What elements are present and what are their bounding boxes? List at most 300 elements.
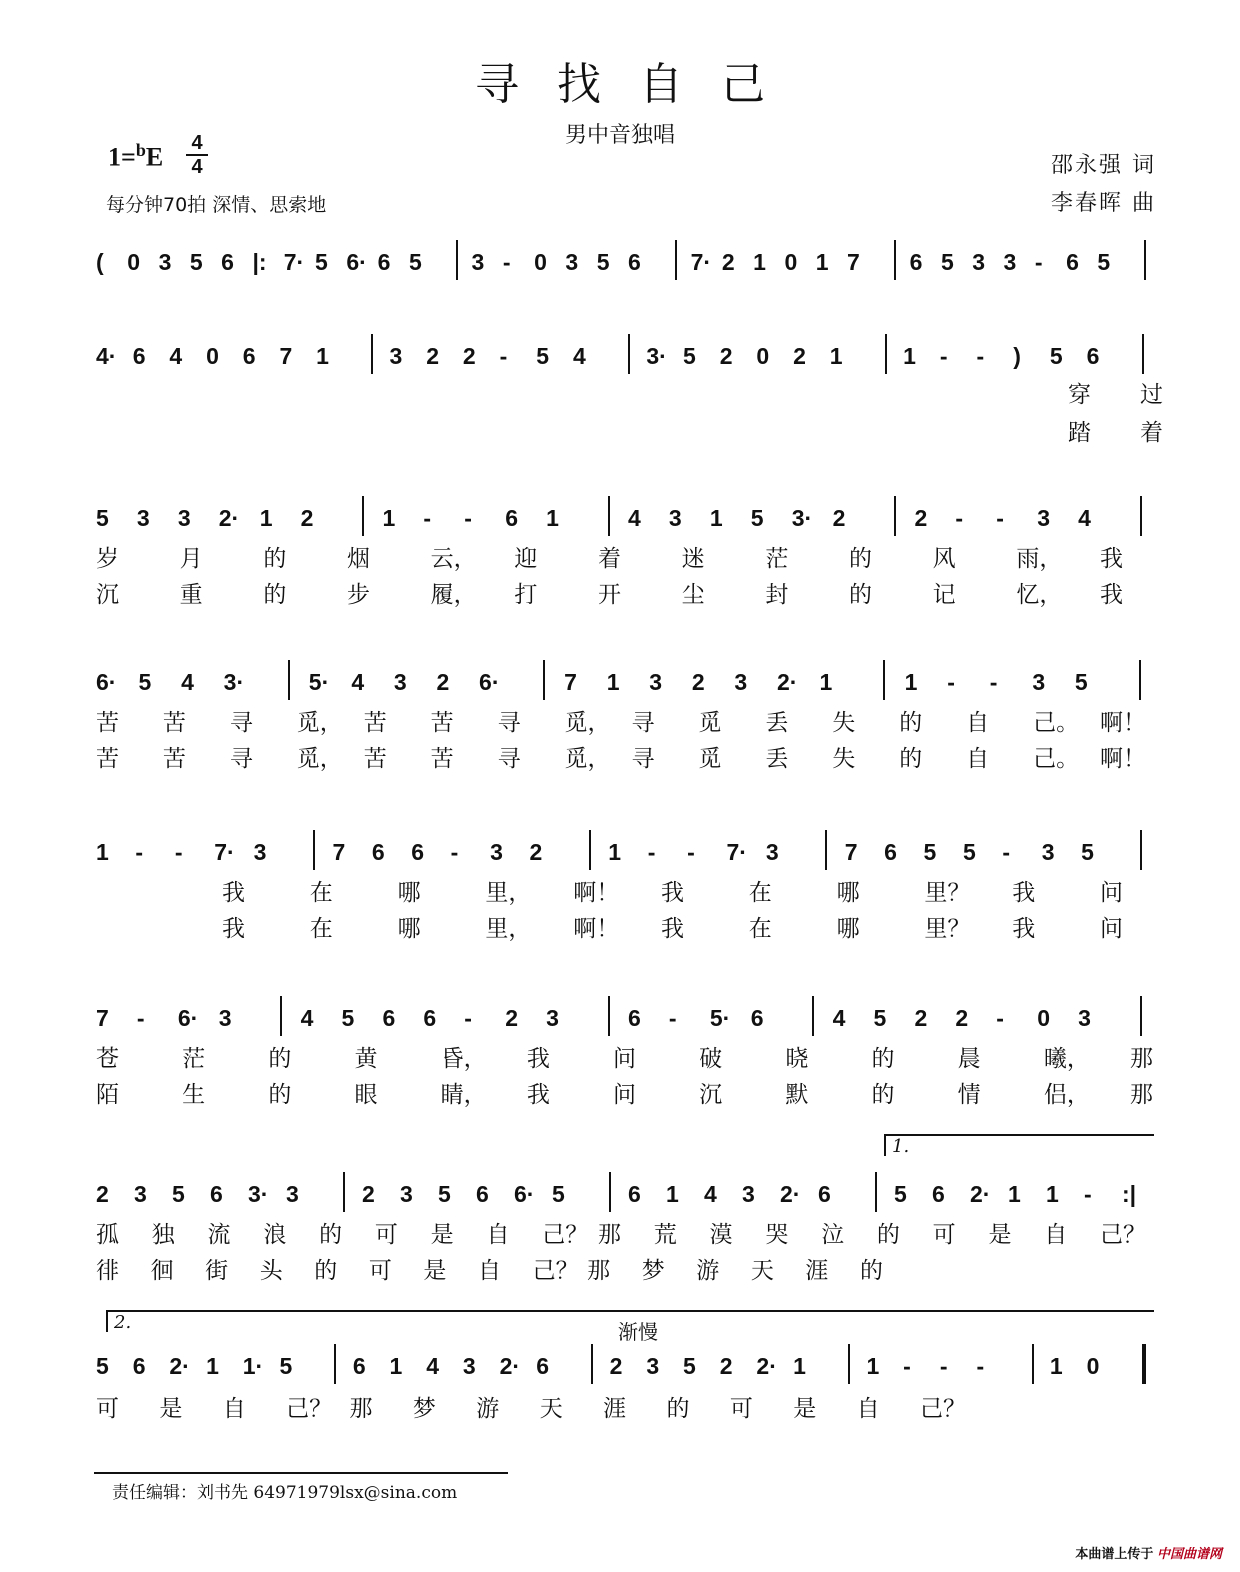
jianpu-note: 5 — [552, 1181, 565, 1207]
composer-credit: 李春晖 曲 — [1051, 191, 1156, 216]
lyric-syllable: 在 — [309, 916, 333, 942]
jianpu-note: 4 — [300, 1005, 314, 1031]
jianpu-note: - — [996, 1005, 1004, 1031]
jianpu-note: - — [464, 1005, 472, 1031]
jianpu-note: 3· — [791, 505, 813, 531]
barline — [456, 240, 458, 280]
jianpu-note: 4 — [1078, 505, 1091, 531]
lyric-syllable: 流 — [207, 1222, 231, 1248]
lyric-syllable: 我 — [1100, 546, 1123, 572]
jianpu-note: 5· — [308, 669, 330, 695]
jianpu-note: 3· — [248, 1181, 269, 1207]
lyric-syllable: 岁 — [96, 546, 119, 572]
lyric-syllable: 开 — [598, 582, 621, 608]
jianpu-note: 3 — [1078, 1005, 1091, 1031]
jianpu-note: 5 — [1049, 343, 1063, 369]
barline — [591, 1344, 593, 1384]
lyric-syllable: 打 — [514, 582, 538, 608]
lyric-syllable: 里？ — [924, 880, 971, 906]
lyric-syllable: 尘 — [681, 582, 705, 608]
barline — [875, 1172, 877, 1212]
lyric-syllable: 默 — [785, 1082, 809, 1108]
lyric-syllable: 生 — [182, 1082, 206, 1108]
lyric-syllable: 黄 — [354, 1046, 378, 1072]
jianpu-note: 6 — [628, 249, 641, 275]
lyric-syllable: 我 — [1100, 582, 1123, 608]
jianpu-note: ) — [1013, 343, 1021, 369]
lyric-syllable: 里， — [485, 916, 532, 942]
jianpu-note: 6 — [476, 1181, 489, 1207]
jianpu-note: 5 — [138, 669, 152, 695]
jianpu-note: 6 — [536, 1353, 550, 1379]
barline — [589, 830, 591, 870]
jianpu-note: 6· — [479, 669, 500, 695]
lyric-syllable: 自 — [966, 746, 990, 772]
jianpu-note: 6 — [242, 343, 256, 369]
site-logo: 中国曲谱网 — [1156, 1546, 1222, 1561]
jianpu-note: 7 — [847, 249, 860, 275]
lyric-syllable: 的 — [849, 546, 872, 572]
lyric-syllable: 啊！ — [573, 916, 620, 942]
lyric-line — [0, 576, 1240, 606]
lyric-syllable: 己。 — [1033, 746, 1080, 772]
lyric-syllable: 觅 — [698, 746, 722, 772]
barline — [1140, 830, 1142, 870]
lyric-syllable: 己。 — [1033, 710, 1080, 736]
jianpu-note: 3 — [286, 1181, 299, 1207]
jianpu-note: 6· — [514, 1181, 535, 1207]
jianpu-note: 6 — [132, 1353, 146, 1379]
jianpu-note: 6 — [932, 1181, 945, 1207]
time-signature: 4 4 — [186, 133, 208, 177]
jianpu-note: 5 — [315, 249, 328, 275]
jianpu-note: - — [976, 343, 985, 369]
jianpu-note: ( — [96, 249, 104, 275]
tempo-marking: 每分钟70拍 深情、思索地 — [106, 194, 327, 216]
jianpu-note: 5 — [923, 839, 937, 865]
jianpu-note: 6 — [423, 1005, 437, 1031]
lyric-syllable: 荒 — [653, 1222, 677, 1248]
lyricist-credit: 邵永强 词 — [1051, 153, 1156, 178]
jianpu-note: 1 — [382, 505, 396, 531]
lyric-syllable: 涯 — [603, 1396, 627, 1422]
jianpu-note: 2· — [780, 1181, 801, 1207]
lyric-syllable: 我 — [1012, 880, 1036, 906]
barline — [1140, 496, 1142, 536]
lyric-syllable: 的 — [263, 546, 287, 572]
lyric-syllable: 的 — [871, 1046, 895, 1072]
jianpu-note: 5 — [962, 839, 976, 865]
jianpu-note: 6 — [352, 1353, 366, 1379]
jianpu-note: 5 — [940, 249, 954, 275]
lyric-syllable: 里， — [485, 880, 532, 906]
lyric-syllable: 茫 — [182, 1046, 206, 1072]
lyric-syllable: 风 — [932, 546, 956, 572]
jianpu-note: - — [996, 505, 1004, 531]
jianpu-note: 3 — [668, 505, 682, 531]
jianpu-note: - — [502, 249, 511, 275]
jianpu-note: 1 — [546, 505, 559, 531]
lyric-syllable: 街 — [205, 1258, 229, 1284]
jianpu-note: 3 — [1003, 249, 1017, 275]
lyric-syllable: 苦 — [430, 746, 454, 772]
lyric-syllable: 是 — [793, 1396, 817, 1422]
jianpu-note: 6 — [1066, 249, 1079, 275]
jianpu-note: 0 — [127, 249, 141, 275]
lyric-syllable: 寻 — [229, 710, 253, 736]
jianpu-note: 4 — [832, 1005, 846, 1031]
jianpu-note: 5 — [1074, 669, 1088, 695]
lyric-syllable: 云， — [430, 546, 477, 572]
jianpu-note: 3· — [646, 343, 667, 369]
lyric-syllable: 苦 — [363, 746, 387, 772]
lyric-syllable: 苦 — [363, 710, 387, 736]
lyric-syllable: 可 — [368, 1258, 392, 1284]
lyric-syllable: 哪 — [397, 880, 421, 906]
jianpu-note: - — [136, 1005, 145, 1031]
lyric-line — [0, 414, 1240, 444]
lyric-syllable: 在 — [748, 916, 772, 942]
ritardando-marking: 渐慢 — [618, 1320, 658, 1344]
lyric-syllable: 寻 — [229, 746, 253, 772]
lyric-syllable: 的 — [263, 582, 287, 608]
lyric-syllable: 记 — [932, 582, 956, 608]
lyric-syllable: 那 — [598, 1222, 621, 1248]
jianpu-note: 2· — [970, 1181, 991, 1207]
barline — [883, 660, 885, 700]
lyric-syllable: 苦 — [96, 746, 119, 772]
lyric-syllable: 封 — [765, 582, 789, 608]
jianpu-note: 2 — [462, 343, 476, 369]
lyric-syllable: 苦 — [96, 710, 119, 736]
lyric-syllable: 我 — [661, 916, 684, 942]
lyric-syllable: 沉 — [699, 1082, 723, 1108]
flat-sign: b — [135, 140, 146, 160]
jianpu-note: 2 — [609, 1353, 623, 1379]
jianpu-note: 2 — [529, 839, 543, 865]
lyric-syllable: 天 — [539, 1396, 563, 1422]
barline — [1032, 1344, 1034, 1384]
jianpu-note: 7· — [283, 249, 305, 275]
lyric-syllable: 的 — [849, 582, 872, 608]
jianpu-note: 3 — [218, 1005, 232, 1031]
barline — [334, 1344, 336, 1384]
jianpu-note: 1 — [389, 1353, 403, 1379]
jianpu-note: 2· — [776, 669, 798, 695]
lyric-line — [0, 1252, 1240, 1282]
jianpu-note: 2 — [362, 1181, 375, 1207]
lyric-syllable: 迷 — [681, 546, 705, 572]
upload-source: 本曲谱上传于 中国曲谱网 — [1075, 1546, 1222, 1561]
jianpu-note: 3 — [765, 839, 779, 865]
lyric-syllable: 觅， — [296, 746, 343, 772]
jianpu-note: 5 — [683, 1353, 696, 1379]
jianpu-note: 6· — [96, 669, 117, 695]
barline — [1142, 334, 1144, 374]
jianpu-note: - — [135, 839, 144, 865]
jianpu-note: 3 — [134, 1181, 147, 1207]
lyric-syllable: 破 — [699, 1046, 723, 1072]
jianpu-note: |: — [252, 249, 267, 275]
lyric-syllable: 侣， — [1043, 1082, 1090, 1108]
lyric-syllable: 重 — [179, 582, 203, 608]
lyric-line — [0, 1040, 1240, 1070]
lyric-syllable: 昏， — [440, 1046, 487, 1072]
jianpu-note: 1 — [753, 249, 766, 275]
lyric-syllable: 啊！ — [1100, 746, 1146, 772]
barline — [608, 996, 610, 1036]
lyric-syllable: 茫 — [765, 546, 789, 572]
jianpu-note: 6 — [132, 343, 146, 369]
lyric-syllable: 独 — [151, 1222, 175, 1248]
jianpu-note: 5 — [894, 1181, 907, 1207]
lyric-syllable: 的 — [314, 1258, 338, 1284]
jianpu-note: 2 — [505, 1005, 519, 1031]
lyric-syllable: 寻 — [631, 746, 655, 772]
lyric-syllable: 觅， — [564, 746, 611, 772]
jianpu-note: 2 — [300, 505, 314, 531]
lyric-syllable: 问 — [613, 1046, 636, 1072]
jianpu-note: 0 — [206, 343, 219, 369]
barline — [1139, 660, 1141, 700]
jianpu-note: 4 — [628, 505, 641, 531]
jianpu-note: 2 — [426, 343, 439, 369]
lyric-syllable: 的 — [899, 746, 923, 772]
jianpu-note: - — [647, 839, 656, 865]
lyric-syllable: 己？ — [542, 1222, 589, 1248]
lyric-syllable: 我 — [1012, 916, 1036, 942]
lyric-syllable: 在 — [748, 880, 772, 906]
lyric-syllable: 问 — [1100, 880, 1123, 906]
lyric-syllable: 涯 — [805, 1258, 829, 1284]
lyric-syllable: 我 — [526, 1046, 550, 1072]
key-signature: 1=$^b$E — [108, 140, 164, 172]
jianpu-note: 2 — [955, 1005, 969, 1031]
lyric-syllable: 忆， — [1016, 582, 1063, 608]
lyric-line — [0, 740, 1240, 770]
lyric-syllable: 自 — [1044, 1222, 1068, 1248]
lyric-syllable: 我 — [222, 916, 245, 942]
jianpu-note: 5 — [750, 505, 764, 531]
jianpu-note: 6 — [884, 839, 897, 865]
lyric-syllable: 苦 — [162, 710, 186, 736]
jianpu-note: 5 — [341, 1005, 355, 1031]
lyric-syllable: 自 — [486, 1222, 510, 1248]
jianpu-note: 1 — [606, 669, 620, 695]
jianpu-note: 2 — [914, 1005, 928, 1031]
lyric-syllable: 的 — [268, 1046, 292, 1072]
jianpu-note: 7 — [96, 1005, 109, 1031]
jianpu-note: 1 — [819, 669, 833, 695]
lyric-syllable: 泣 — [821, 1222, 845, 1248]
lyric-syllable: 头 — [259, 1258, 283, 1284]
lyric-line — [0, 704, 1240, 734]
barline — [894, 240, 896, 280]
jianpu-note: 2 — [691, 669, 705, 695]
lyric-syllable: 里？ — [924, 916, 971, 942]
lyric-syllable: 的 — [268, 1082, 292, 1108]
lyric-syllable: 我 — [661, 880, 684, 906]
barline — [608, 496, 610, 536]
song-subtitle: 男中音独唱 — [564, 123, 675, 148]
jianpu-note: 2· — [499, 1353, 521, 1379]
jianpu-note: 1 — [1049, 1353, 1063, 1379]
barline — [371, 334, 373, 374]
jianpu-note: 1 — [259, 505, 273, 531]
jianpu-note: 5 — [189, 249, 203, 275]
jianpu-note: - — [1084, 1181, 1092, 1207]
lyric-syllable: 可 — [729, 1396, 753, 1422]
lyric-syllable: 着 — [1140, 420, 1163, 446]
jianpu-note: 5 — [279, 1353, 293, 1379]
jianpu-note: 3 — [649, 669, 663, 695]
lyric-syllable: 沉 — [96, 582, 119, 608]
jianpu-note: 6 — [1086, 343, 1100, 369]
lyric-syllable: 晨 — [957, 1046, 981, 1072]
jianpu-note: 6· — [177, 1005, 199, 1031]
jianpu-note: 3 — [646, 1353, 660, 1379]
lyric-syllable: 曦， — [1043, 1046, 1090, 1072]
jianpu-note: 3 — [1032, 669, 1046, 695]
lyric-syllable: 的 — [666, 1396, 690, 1422]
lyric-syllable: 游 — [696, 1258, 720, 1284]
barline — [885, 334, 887, 374]
lyric-syllable: 自 — [222, 1396, 246, 1422]
lyric-syllable: 苦 — [430, 710, 454, 736]
lyric-syllable: 寻 — [497, 710, 521, 736]
lyric-syllable: 觅， — [296, 710, 343, 736]
lyric-syllable: 晓 — [785, 1046, 809, 1072]
lyric-syllable: 踏 — [1068, 420, 1091, 446]
jianpu-note: 5 — [1097, 249, 1111, 275]
jianpu-note: - — [464, 505, 472, 531]
lyric-syllable: 丢 — [765, 746, 789, 772]
lyric-syllable: 己？ — [286, 1396, 333, 1422]
lyric-syllable: 我 — [526, 1082, 550, 1108]
volta-1: 1. — [884, 1134, 1154, 1156]
lyric-line — [0, 540, 1240, 570]
lyric-syllable: 问 — [1100, 916, 1123, 942]
editor-credit: 责任编辑：刘书先 64971979lsx@sina.com — [112, 1483, 458, 1503]
lyric-syllable: 可 — [932, 1222, 956, 1248]
jianpu-note: 5 — [536, 343, 550, 369]
barline — [1140, 996, 1142, 1036]
jianpu-note: 1 — [903, 343, 916, 369]
barline — [848, 1344, 850, 1384]
lyric-syllable: 的 — [876, 1222, 900, 1248]
lyric-syllable: 我 — [222, 880, 245, 906]
lyric-syllable: 己？ — [532, 1258, 579, 1284]
lyric-syllable: 啊！ — [1100, 710, 1146, 736]
jianpu-note: - — [955, 505, 964, 531]
lyric-syllable: 月 — [179, 546, 203, 572]
lyric-syllable: 己？ — [1100, 1222, 1146, 1248]
jianpu-note: 2 — [96, 1181, 109, 1207]
jianpu-note: 5 — [596, 249, 610, 275]
jianpu-note: - — [989, 669, 998, 695]
lyric-syllable: 烟 — [347, 546, 370, 572]
lyric-syllable: 己？ — [920, 1396, 966, 1422]
jianpu-note: 3 — [1041, 839, 1055, 865]
jianpu-note: 5 — [408, 249, 422, 275]
lyric-syllable: 梦 — [412, 1396, 436, 1422]
lyric-syllable: 自 — [478, 1258, 501, 1284]
jianpu-note: 0 — [534, 249, 547, 275]
volta-2: 2. — [106, 1310, 1154, 1332]
barline — [280, 996, 282, 1036]
jianpu-note: 3 — [1037, 505, 1051, 531]
lyric-syllable: 的 — [319, 1222, 343, 1248]
barline — [1144, 240, 1146, 280]
jianpu-note: :| — [1122, 1181, 1137, 1207]
jianpu-note: 1 — [709, 505, 723, 531]
jianpu-note: - — [939, 343, 948, 369]
lyric-syllable: 着 — [598, 546, 621, 572]
jianpu-note: 3 — [158, 249, 172, 275]
lyric-syllable: 哪 — [836, 916, 860, 942]
lyric-syllable: 眼 — [354, 1082, 378, 1108]
lyric-syllable: 陌 — [96, 1082, 119, 1108]
jianpu-note: 5 — [172, 1181, 185, 1207]
jianpu-note: 4· — [96, 343, 117, 369]
lyric-syllable: 寻 — [631, 710, 655, 736]
jianpu-note: 3 — [742, 1181, 755, 1207]
jianpu-note: - — [174, 839, 183, 865]
jianpu-note: 3 — [565, 249, 579, 275]
jianpu-note: 1 — [1008, 1181, 1021, 1207]
jianpu-note: 1· — [242, 1353, 264, 1379]
lyric-syllable: 寻 — [497, 746, 521, 772]
jianpu-note: 2· — [756, 1353, 777, 1379]
lyric-syllable: 觅 — [698, 710, 722, 736]
jianpu-note: 3 — [462, 1353, 476, 1379]
lyric-syllable: 的 — [860, 1258, 883, 1284]
jianpu-note: 1 — [793, 1353, 806, 1379]
lyric-syllable: 是 — [159, 1396, 183, 1422]
jianpu-note: 4 — [351, 669, 365, 695]
lyric-syllable: 过 — [1140, 382, 1163, 408]
lyric-syllable: 自 — [856, 1396, 880, 1422]
jianpu-note: 3 — [177, 505, 191, 531]
jianpu-note: 0 — [784, 249, 798, 275]
lyric-syllable: 问 — [613, 1082, 636, 1108]
lyric-syllable: 孤 — [96, 1222, 119, 1248]
jianpu-note: 6 — [210, 1181, 223, 1207]
jianpu-note: 1 — [316, 343, 329, 369]
jianpu-note: - — [499, 343, 508, 369]
lyric-syllable: 那 — [1130, 1046, 1153, 1072]
jianpu-note: 6· — [346, 249, 367, 275]
jianpu-note: 4 — [181, 669, 194, 695]
jianpu-note: 3 — [253, 839, 267, 865]
barline — [894, 496, 896, 536]
jianpu-note: 3 — [471, 249, 485, 275]
lyric-syllable: 苦 — [162, 746, 186, 772]
jianpu-note: 0 — [1086, 1353, 1100, 1379]
lyric-syllable: 游 — [476, 1396, 500, 1422]
jianpu-note: 1 — [904, 669, 918, 695]
lyric-line — [0, 910, 1240, 940]
lyric-syllable: 在 — [309, 880, 333, 906]
jianpu-note: 3· — [223, 669, 245, 695]
jianpu-note: 3 — [490, 839, 503, 865]
lyric-syllable: 睛， — [440, 1082, 487, 1108]
jianpu-note: 5 — [1081, 839, 1094, 865]
lyric-line — [0, 1390, 1240, 1420]
jianpu-note: - — [976, 1353, 985, 1379]
jianpu-note: - — [1034, 249, 1043, 275]
jianpu-note: 3 — [393, 669, 407, 695]
